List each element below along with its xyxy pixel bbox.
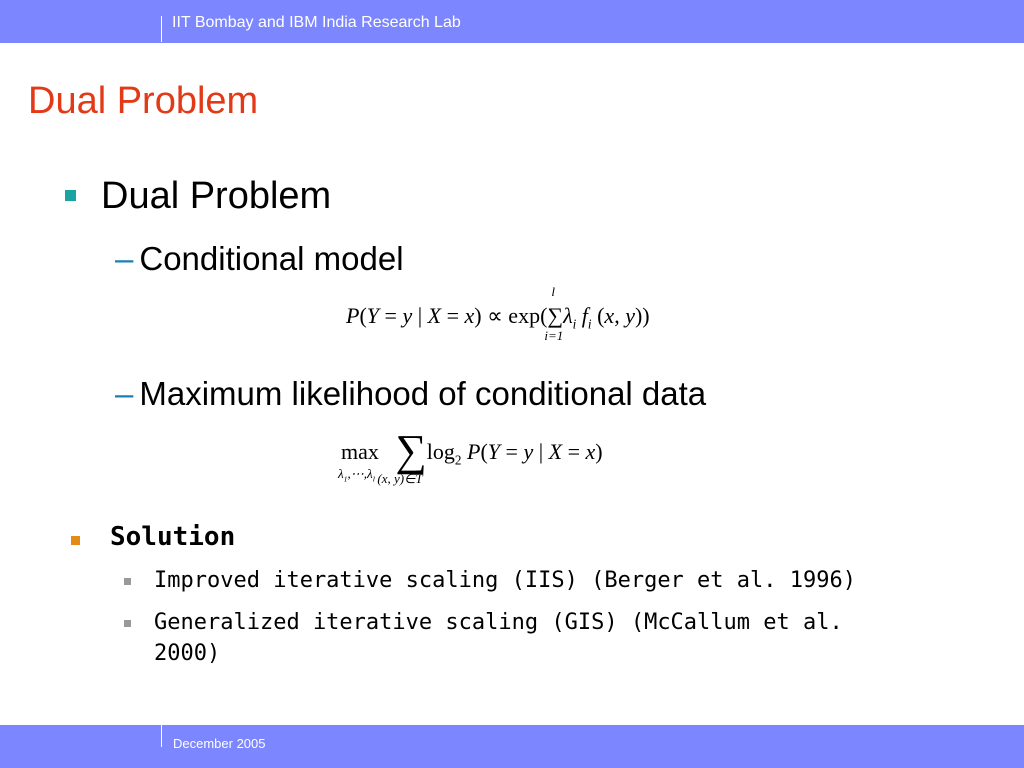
solution-heading: Solution — [110, 522, 236, 552]
footer-date: December 2005 — [173, 736, 266, 751]
dash-icon: – — [115, 240, 134, 277]
conditional-model-formula: P(Y = y | X = x) ∝ exp(∑ l i=1 $\lambda_i$ $f_i$ (x, y)) — [346, 284, 650, 343]
sub-point-text: Maximum likelihood of conditional data — [139, 375, 707, 412]
footer-divider — [161, 725, 162, 747]
footer-bar — [0, 725, 1024, 768]
square-bullet-icon — [71, 536, 80, 545]
sub-point-max-likelihood — [115, 375, 706, 413]
sub-point-text: Conditional model — [139, 240, 404, 277]
organization-label: IIT Bombay and IBM India Research Lab — [172, 14, 461, 31]
max-likelihood-formula: max $\lambda_1,\cdots,\lambda_l$ ∑ (x, y)∈T $\log_2 P(Y = y$ | X = x) — [338, 426, 603, 486]
header-bar — [0, 0, 1024, 43]
dash-icon: – — [115, 375, 134, 412]
solution-item-iis: Improved iterative scaling (IIS) (Berger et al. 1996) — [154, 568, 856, 593]
header-divider — [161, 16, 162, 42]
square-bullet-icon — [65, 190, 76, 201]
sub-point-conditional-model — [115, 240, 404, 278]
small-square-bullet-icon — [124, 620, 131, 627]
slide-title: Dual Problem — [28, 80, 259, 122]
main-bullet-text: Dual Problem — [101, 175, 332, 217]
solution-item-gis: Generalized iterative scaling (GIS) (McCallum et al. 2000) — [154, 610, 843, 666]
small-square-bullet-icon — [124, 578, 131, 585]
